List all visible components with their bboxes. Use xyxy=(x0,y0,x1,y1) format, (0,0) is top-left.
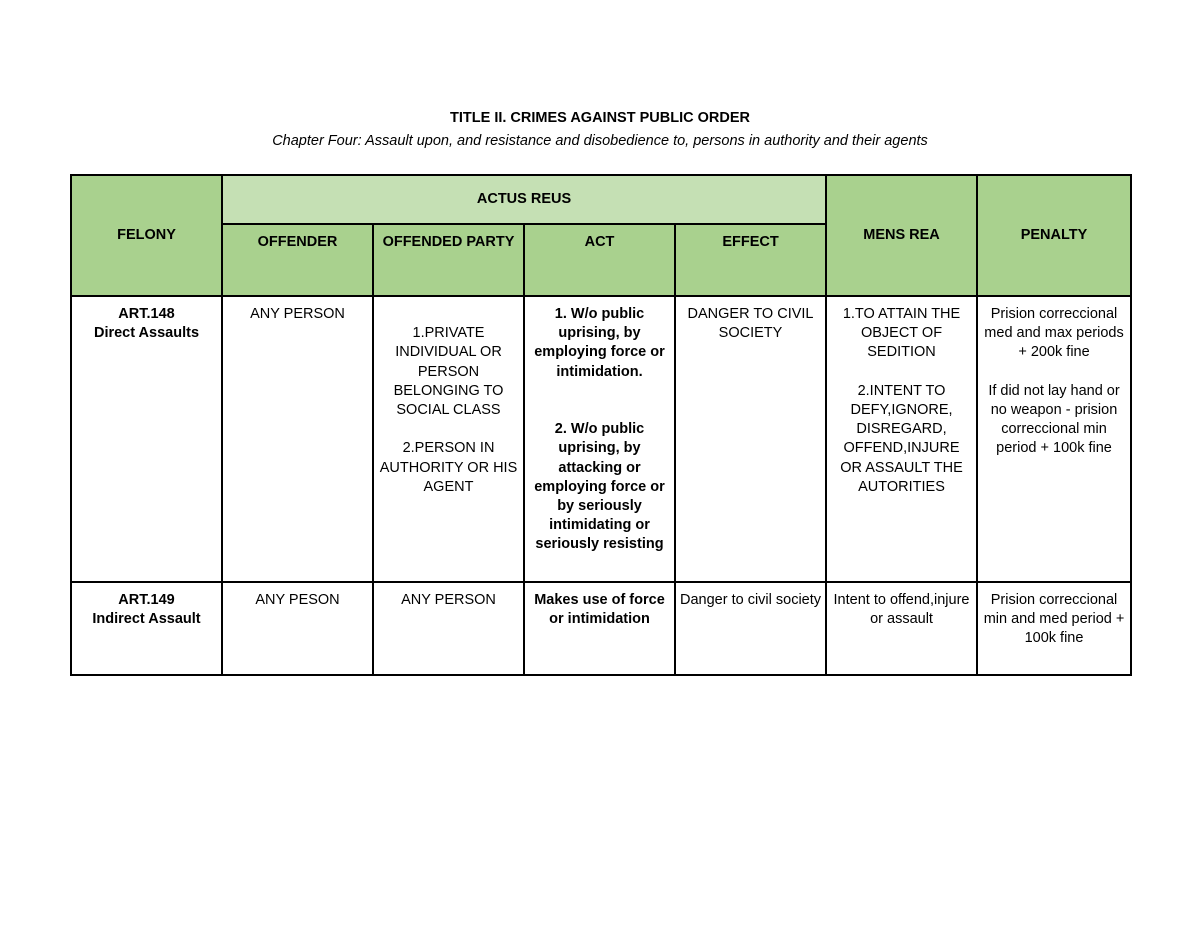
cell-offender: ANY PESON xyxy=(222,582,373,675)
header-effect: EFFECT xyxy=(675,224,826,296)
header-act: ACT xyxy=(524,224,675,296)
cell-mens-rea: 1.TO ATTAIN THE OBJECT OF SEDITION 2.INTENT TO DEFY,IGNORE, DISREGARD, OFFEND,INJURE OR ASSAULT THE AUTORITIES xyxy=(826,296,977,582)
cell-mens-rea: Intent to offend,injure or assault xyxy=(826,582,977,675)
cell-penalty: Prision correccional med and max periods + 200k fine If did not lay hand or no weapon - prision correccional min period + 100k fine xyxy=(977,296,1131,582)
header-offender: OFFENDER xyxy=(222,224,373,296)
cell-offender: ANY PERSON xyxy=(222,296,373,582)
crimes-table xyxy=(70,174,1132,676)
cell-felony: ART.148 Direct Assaults xyxy=(71,296,222,582)
cell-offended-party: ANY PERSON xyxy=(373,582,524,675)
chapter-subtitle: Chapter Four: Assault upon, and resistance and disobedience to, persons in authority and their agents xyxy=(272,133,928,149)
cell-offended-party: 1.PRIVATE INDIVIDUAL OR PERSON BELONGING TO SOCIAL CLASS 2.PERSON IN AUTHORITY OR HIS AGENT xyxy=(373,296,524,582)
table-row xyxy=(71,296,1131,582)
cell-felony: ART.149 Indirect Assault xyxy=(71,582,222,675)
header-felony: FELONY xyxy=(71,175,222,296)
cell-act: Makes use of force or intimidation xyxy=(524,582,675,675)
header-penalty: PENALTY xyxy=(977,175,1131,296)
header-mens-rea: MENS REA xyxy=(826,175,977,296)
page-title: TITLE II. CRIMES AGAINST PUBLIC ORDER xyxy=(450,110,750,126)
cell-effect: Danger to civil society xyxy=(675,582,826,675)
cell-penalty: Prision correccional min and med period + 100k fine xyxy=(977,582,1131,675)
cell-act: 1. W/o public uprising, by employing force or intimidation. 2. W/o public uprising, by attacking or employing force or by seriously intimidating or seriously resisting xyxy=(524,296,675,582)
header-offended-party: OFFENDED PARTY xyxy=(373,224,524,296)
header-actus-reus: ACTUS REUS xyxy=(222,175,826,224)
cell-effect: DANGER TO CIVIL SOCIETY xyxy=(675,296,826,582)
header-row-top xyxy=(71,175,1131,224)
table-row xyxy=(71,582,1131,675)
